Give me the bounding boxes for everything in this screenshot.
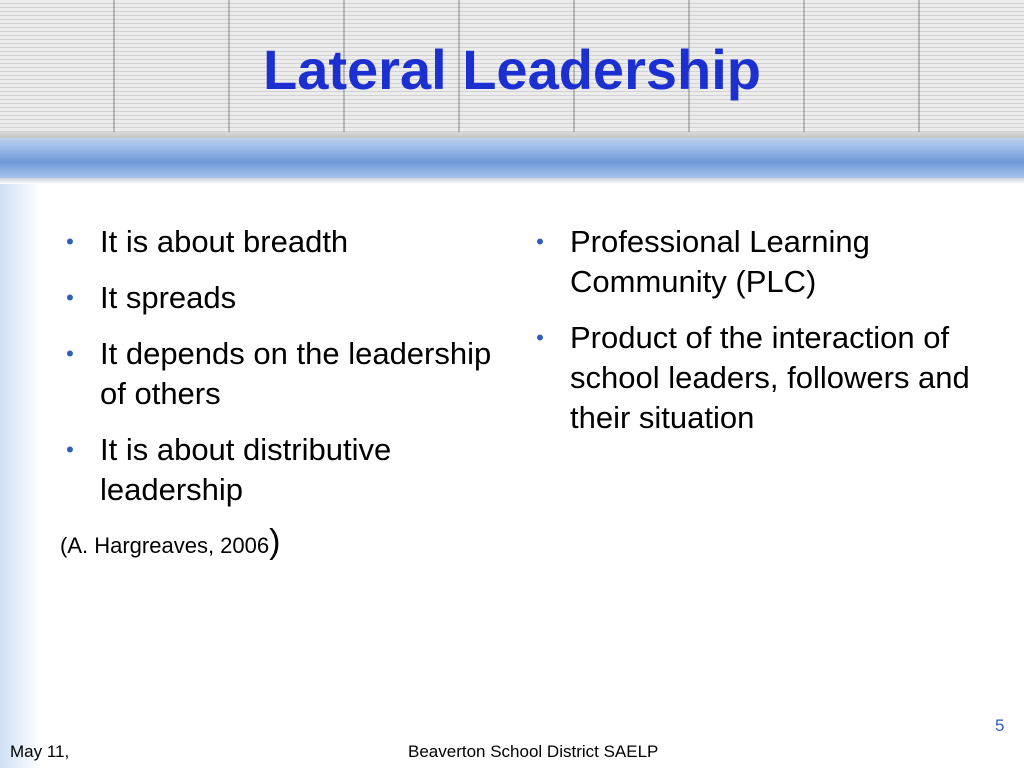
citation	[60, 523, 500, 562]
bullet-text: It is about distributive leadership	[100, 432, 392, 507]
footer-organization: Beaverton School District SAELP	[408, 742, 659, 761]
list-item	[60, 430, 500, 510]
bullet-icon: •	[66, 341, 74, 366]
footer-date: May 11,	[10, 742, 70, 761]
left-column	[60, 222, 500, 562]
list-item	[530, 318, 970, 438]
list-item	[60, 222, 500, 262]
list-item	[530, 222, 970, 302]
left-gradient-strip	[0, 180, 40, 768]
citation-text: (A. Hargreaves, 2006	[60, 533, 270, 558]
bullet-icon: •	[66, 229, 74, 254]
list-item	[60, 278, 500, 318]
band-shadow	[0, 178, 1024, 184]
bullet-icon: •	[536, 325, 544, 350]
blue-band	[0, 138, 1024, 178]
slide-title: Lateral Leadership	[263, 38, 761, 101]
bullet-text: Product of the interaction of school leaders, followers and their situation	[570, 320, 970, 435]
left-bullet-list	[60, 222, 500, 510]
bullet-icon: •	[66, 437, 74, 462]
list-item	[60, 334, 500, 414]
bullet-text: It is about breadth	[100, 224, 349, 259]
citation-close-paren: )	[269, 523, 281, 561]
right-bullet-list	[530, 222, 970, 438]
right-column	[530, 222, 970, 454]
bullet-text: Professional Learning Community (PLC)	[570, 224, 870, 299]
bullet-icon: •	[536, 229, 544, 254]
bullet-text: It depends on the leadership of others	[100, 336, 492, 411]
page-number: 5	[995, 716, 1005, 735]
bullet-text: It spreads	[100, 280, 237, 315]
bullet-icon: •	[66, 285, 74, 310]
